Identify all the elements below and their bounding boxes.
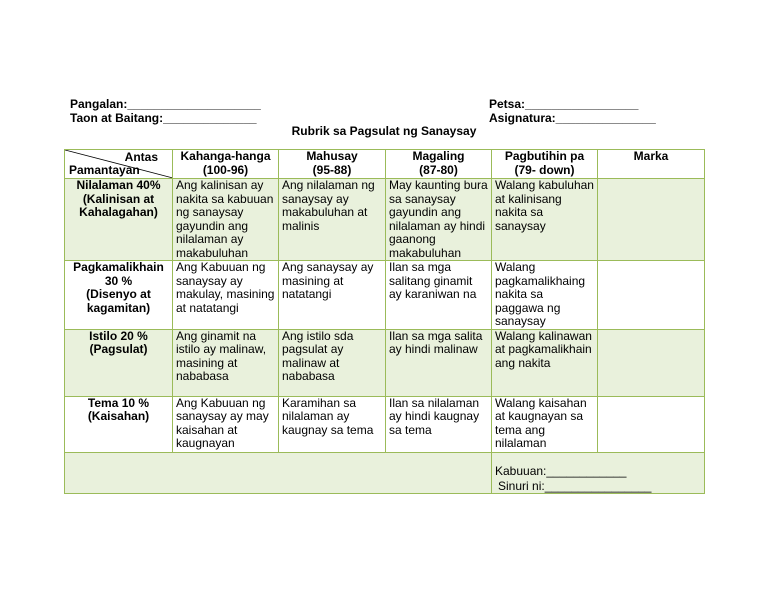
rubric-table: [64, 149, 705, 494]
criterion-cell: Pagkamalikhain 30 % (Disenyo at kagamitan): [65, 261, 173, 330]
level-cell: Walang kalinawan at pagkamalikhain ang nakita: [492, 329, 598, 396]
total-row-blank: [65, 452, 492, 493]
score-cell[interactable]: [598, 396, 705, 452]
level-cell: May kaunting bura sa sanaysay gayundin ang nilalaman ay hindi gaanong makabuluhan: [386, 179, 492, 261]
year-section-field-label: Taon at Baitang:______________: [70, 111, 257, 125]
level-header-4: Pagbutihin pa (79- down): [492, 150, 598, 179]
table-row: [65, 179, 705, 261]
level-cell: Ilan sa mga salita ay hindi malinaw: [386, 329, 492, 396]
level-cell: Ang kalinisan ay nakita sa kabuuan ng sanaysay gayundin ang nilalaman ay makabuluhan: [173, 179, 279, 261]
name-field-label: Pangalan:____________________: [70, 97, 261, 111]
corner-cell: [65, 150, 173, 179]
level-cell: Walang kaisahan at kaugnayan sa tema ang nilalaman: [492, 396, 598, 452]
level-cell: Ang Kabuuan ng sanaysay ay makulay, masining at natatangi: [173, 261, 279, 330]
score-header: Marka: [598, 150, 705, 179]
level-cell: Walang kabuluhan at kalinisang nakita sa sanaysay: [492, 179, 598, 261]
score-cell[interactable]: [598, 261, 705, 330]
checked-by-label: Sinuri ni:________________: [498, 479, 652, 493]
table-row: [65, 261, 705, 330]
level-cell: Ang ginamit na istilo ay malinaw, masining at nababasa: [173, 329, 279, 396]
level-cell: Ilan sa mga salitang ginamit ay karaniwan na: [386, 261, 492, 330]
levels-axis-label: Antas: [124, 150, 158, 164]
level-header-2: Mahusay (95-88): [279, 150, 386, 179]
page-title: Rubrik sa Pagsulat ng Sanaysay: [291, 124, 477, 138]
total-label: Kabuuan:____________: [495, 463, 627, 478]
level-cell: Ang Kabuuan ng sanaysay ay may kaisahan at kaugnayan: [173, 396, 279, 452]
level-header-3: Magaling (87-80): [386, 150, 492, 179]
score-cell[interactable]: [598, 329, 705, 396]
score-cell[interactable]: [598, 179, 705, 261]
table-header-row: [65, 150, 705, 179]
criterion-cell: Tema 10 % (Kaisahan): [65, 396, 173, 452]
level-cell: Walang pagkamalikhaing nakita sa paggawa ng sanaysay: [492, 261, 598, 330]
level-cell: Karamihan sa nilalaman ay kaugnay sa tema: [279, 396, 386, 452]
table-row: [65, 396, 705, 452]
date-field-label: Petsa:_________________: [489, 97, 639, 111]
level-cell: Ang sanaysay ay masining at natatangi: [279, 261, 386, 330]
subject-field-label: Asignatura:_______________: [489, 111, 656, 125]
criterion-cell: Nilalaman 40% (Kalinisan at Kahalagahan): [65, 179, 173, 261]
level-cell: Ang istilo sda pagsulat ay malinaw at nababasa: [279, 329, 386, 396]
level-cell: Ang nilalaman ng sanaysay ay makabuluhan at malinis: [279, 179, 386, 261]
table-row: [65, 329, 705, 396]
level-cell: Ilan sa nilalaman ay hindi kaugnay sa tema: [386, 396, 492, 452]
criteria-axis-label: Pamantayan: [69, 163, 140, 177]
level-header-1: Kahanga-hanga (100-96): [173, 150, 279, 179]
criterion-cell: Istilo 20 % (Pagsulat): [65, 329, 173, 396]
